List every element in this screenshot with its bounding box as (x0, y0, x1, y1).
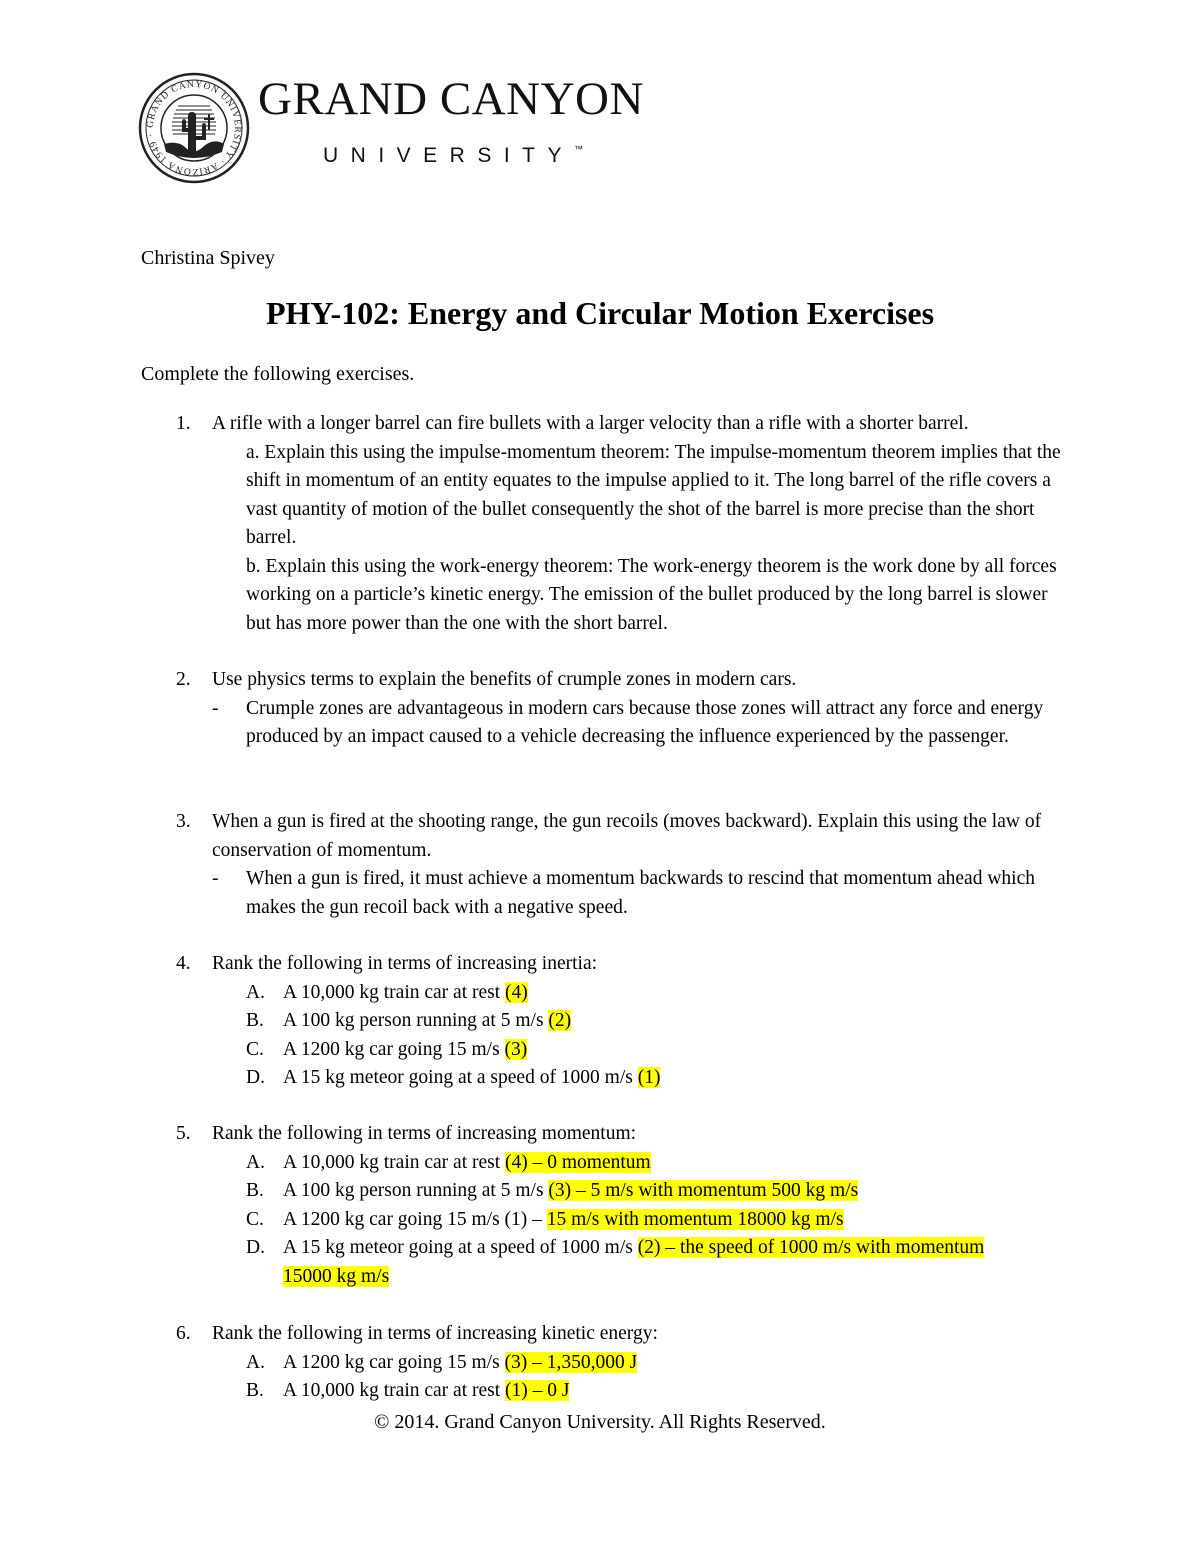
highlighted-answer: (4) – 0 momentum (505, 1151, 651, 1173)
option-d: D. A 15 kg meteor going at a speed of 1000 m/s (1) (246, 1067, 661, 1088)
answer: - When a gun is fired, it must achieve a momentum backwards to rescind that momentum ahead which makes the gun recoil back with a negative speed. (212, 865, 1072, 922)
university-name-line2: UNIVERSITY™ (323, 144, 584, 167)
option-a: A. A 1200 kg car going 15 m/s (3) – 1,350,000 J (246, 1351, 638, 1373)
option-d: D. A 15 kg meteor going at a speed of 1000 m/s (2) – the speed of 1000 m/s with momentum (246, 1237, 985, 1258)
answer: - Crumple zones are advantageous in modern cars because those zones will attract any force and energy produced by an impact caused to a vehicle decreasing the influence experienced by the passenger. (212, 695, 1072, 752)
bullet-dash: - (212, 697, 219, 719)
highlighted-answer: (4) (505, 981, 528, 1003)
highlighted-answer: (1) (637, 1067, 661, 1088)
bullet-dash: - (212, 868, 219, 889)
question-text: Rank the following in terms of increasing momentum: (212, 1123, 637, 1144)
highlighted-answer: (3) – 5 m/s with momentum 500 kg m/s (548, 1180, 859, 1201)
option-b: B. A 100 kg person running at 5 m/s (3) – 5 m/s with momentum 500 kg m/s (246, 1180, 859, 1201)
question-text: Rank the following in terms of increasing kinetic energy: (212, 1323, 658, 1344)
instructions: Complete the following exercises. (141, 363, 415, 385)
question-number: 2. (176, 669, 191, 690)
highlighted-answer: (2) – the speed of 1000 m/s with momentum (637, 1237, 985, 1258)
question-number: 6. (176, 1323, 191, 1344)
question-text: Use physics terms to explain the benefits of crumple zones in modern cars. (212, 669, 797, 690)
trademark: ™ (574, 144, 584, 154)
option-a: A. A 10,000 kg train car at rest (4) (246, 981, 528, 1003)
highlighted-answer: 15 m/s with momentum 18000 kg m/s (546, 1208, 844, 1230)
answer-part-a: a. Explain this using the impulse-momentum theorem: The impulse-momentum theorem implies that the shift in momentum of an entity equates to the impulse applied to it. The long barrel of the rifle covers a vast quantity of motion of the bullet consequently the shot of the barrel is more precise than the short barrel. (246, 441, 1061, 548)
option-b: B. A 100 kg person running at 5 m/s (2) (246, 1010, 572, 1031)
copyright-footer: © 2014. Grand Canyon University. All Rights Reserved. (374, 1411, 826, 1433)
page-title: PHY-102: Energy and Circular Motion Exercises (265, 295, 935, 331)
question-text: Rank the following in terms of increasing inertia: (212, 953, 598, 974)
option-c: C. A 1200 kg car going 15 m/s (3) (246, 1038, 528, 1060)
question-text: A rifle with a longer barrel can fire bullets with a larger velocity than a rifle with a shorter barrel. (212, 413, 969, 434)
university-name-line1: GRAND CANYON (258, 73, 644, 125)
option-d-continued (212, 1263, 1072, 1292)
question-number: 5. (176, 1123, 191, 1144)
option-b: B. A 10,000 kg train car at rest (1) – 0 J (246, 1380, 570, 1401)
university-logo (138, 72, 644, 182)
seal-text: GRAND CANYON UNIVERSITY · ARIZONA 1949 · (145, 79, 243, 177)
highlighted-answer: (3) – 1,350,000 J (504, 1351, 638, 1373)
question-number: 3. (176, 811, 191, 832)
highlighted-answer: (3) (504, 1038, 528, 1060)
question-text: When a gun is fired at the shooting range, the gun recoils (moves backward). Explain this using the law of conservation of momentum. (212, 811, 1042, 861)
answer-part-b: b. Explain this using the work-energy theorem: The work-energy theorem is the work done by all forces working on a particle’s kinetic energy. The emission of the bullet produced by the long barrel is slower but has more power than the one with the short barrel. (246, 555, 1057, 634)
option-a: A. A 10,000 kg train car at rest (4) – 0 momentum (246, 1151, 651, 1173)
question-number: 1. (176, 413, 191, 434)
university-seal-icon (138, 72, 250, 184)
author-name: Christina Spivey (141, 247, 275, 269)
highlighted-answer: (1) – 0 J (505, 1380, 570, 1401)
option-c: C. A 1200 kg car going 15 m/s (1) – 15 m/s with momentum 18000 kg m/s (246, 1208, 844, 1230)
question-number: 4. (176, 953, 191, 974)
highlighted-answer: 15000 kg m/s (283, 1265, 390, 1287)
highlighted-answer: (2) (548, 1010, 572, 1031)
